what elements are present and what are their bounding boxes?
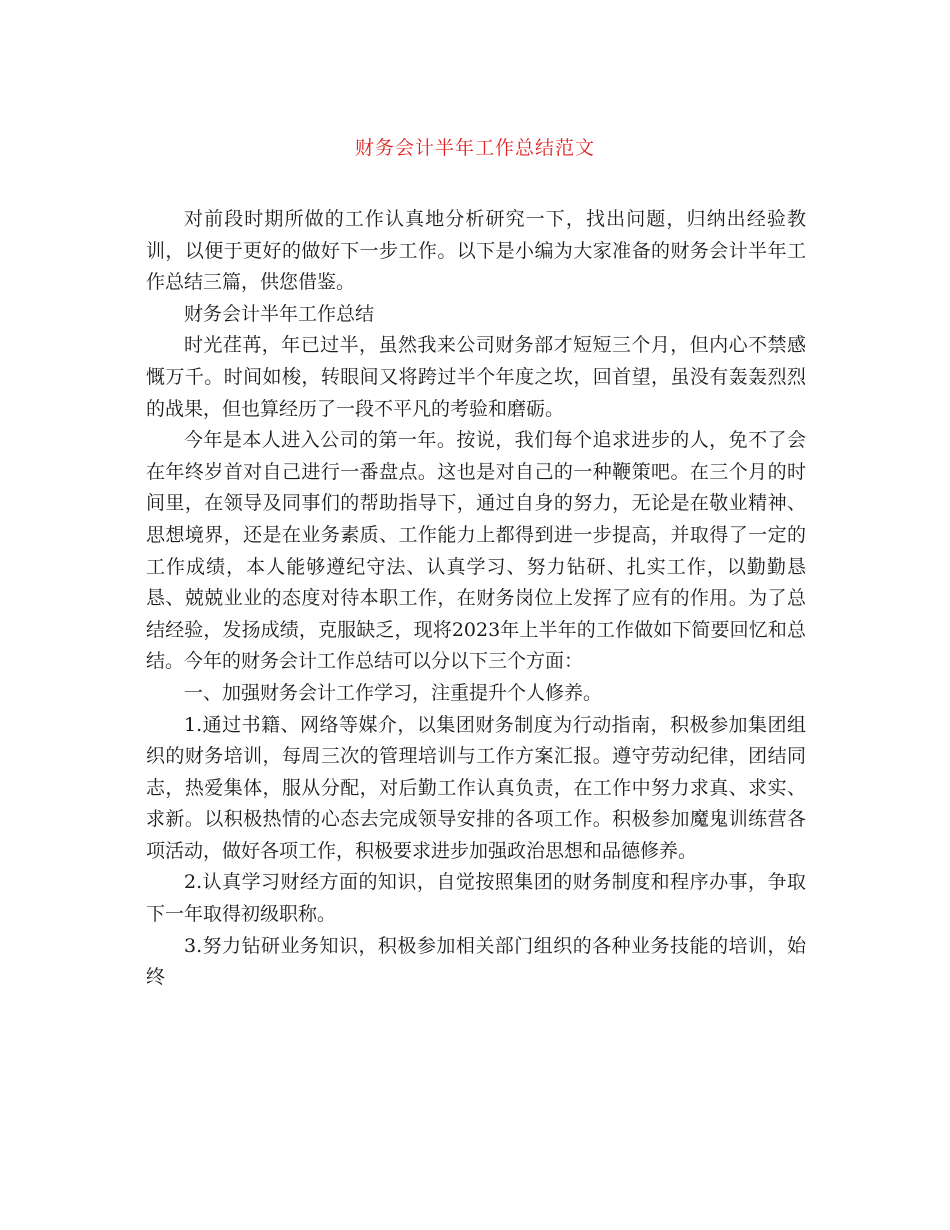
list-item-1: 1.通过书籍、网络等媒介，以集团财务制度为行动指南，积极参加集团组织的财务培训，每周三次的管理培训与工作方案汇报。遵守劳动纪律，团结同志，热爱集体，服从分配，对后勤工作认真负责，在工作中努力求真、求实、求新。以积极热情的心态去完成领导安排的各项工作。积极参加魔鬼训练营各项活动，做好各项工作，积极要求进步加强政治思想和品德修养。 (146, 713, 806, 862)
document-title: 财务会计半年工作总结范文 (354, 137, 595, 159)
intro-paragraph: 对前段时期所做的工作认真地分析研究一下，找出问题，归纳出经验教训，以便于更好的做好下一步工作。以下是小编为大家准备的财务会计半年工作总结三篇，供您借鉴。 (146, 208, 806, 294)
section-heading: 财务会计半年工作总结 (184, 302, 375, 325)
subsection-heading: 一、加强财务会计工作学习，注重提升个人修养。 (184, 681, 603, 704)
body-paragraph: 今年是本人进入公司的第一年。按说，我们每个追求进步的人，免不了会在年终岁首对自己进行一番盘点。这也是对自己的一种鞭策吧。在三个月的时间里，在领导及同事们的帮助指导下，通过自身的努力，无论是在敬业精神、思想境界，还是在业务素质、工作能力上都得到进一步提高，并取得了一定的工作成绩，本人能够遵纪守法、认真学习、努力钻研、扎实工作，以勤勤恳恳、兢兢业业的态度对待本职工作，在财务岗位上发挥了应有的作用。为了总结经验，发扬成绩，克服缺乏，现将2023年上半年的工作做如下简要回忆和总结。今年的财务会计工作总结可以分以下三个方面： (146, 429, 806, 673)
list-item-3: 3.努力钻研业务知识，积极参加相关部门组织的各种业务技能的培训，始终 (146, 934, 806, 989)
list-item-2: 2.认真学习财经方面的知识，自觉按照集团的财务制度和程序办事，争取下一年取得初级职称。 (146, 871, 806, 926)
document-body (146, 204, 806, 994)
body-paragraph: 时光荏苒，年已过半，虽然我来公司财务部才短短三个月，但内心不禁感慨万千。时间如梭，转眼间又将跨过半个年度之坎，回首望，虽没有轰轰烈烈的战果，但也算经历了一段不平凡的考验和磨砺。 (146, 334, 806, 420)
